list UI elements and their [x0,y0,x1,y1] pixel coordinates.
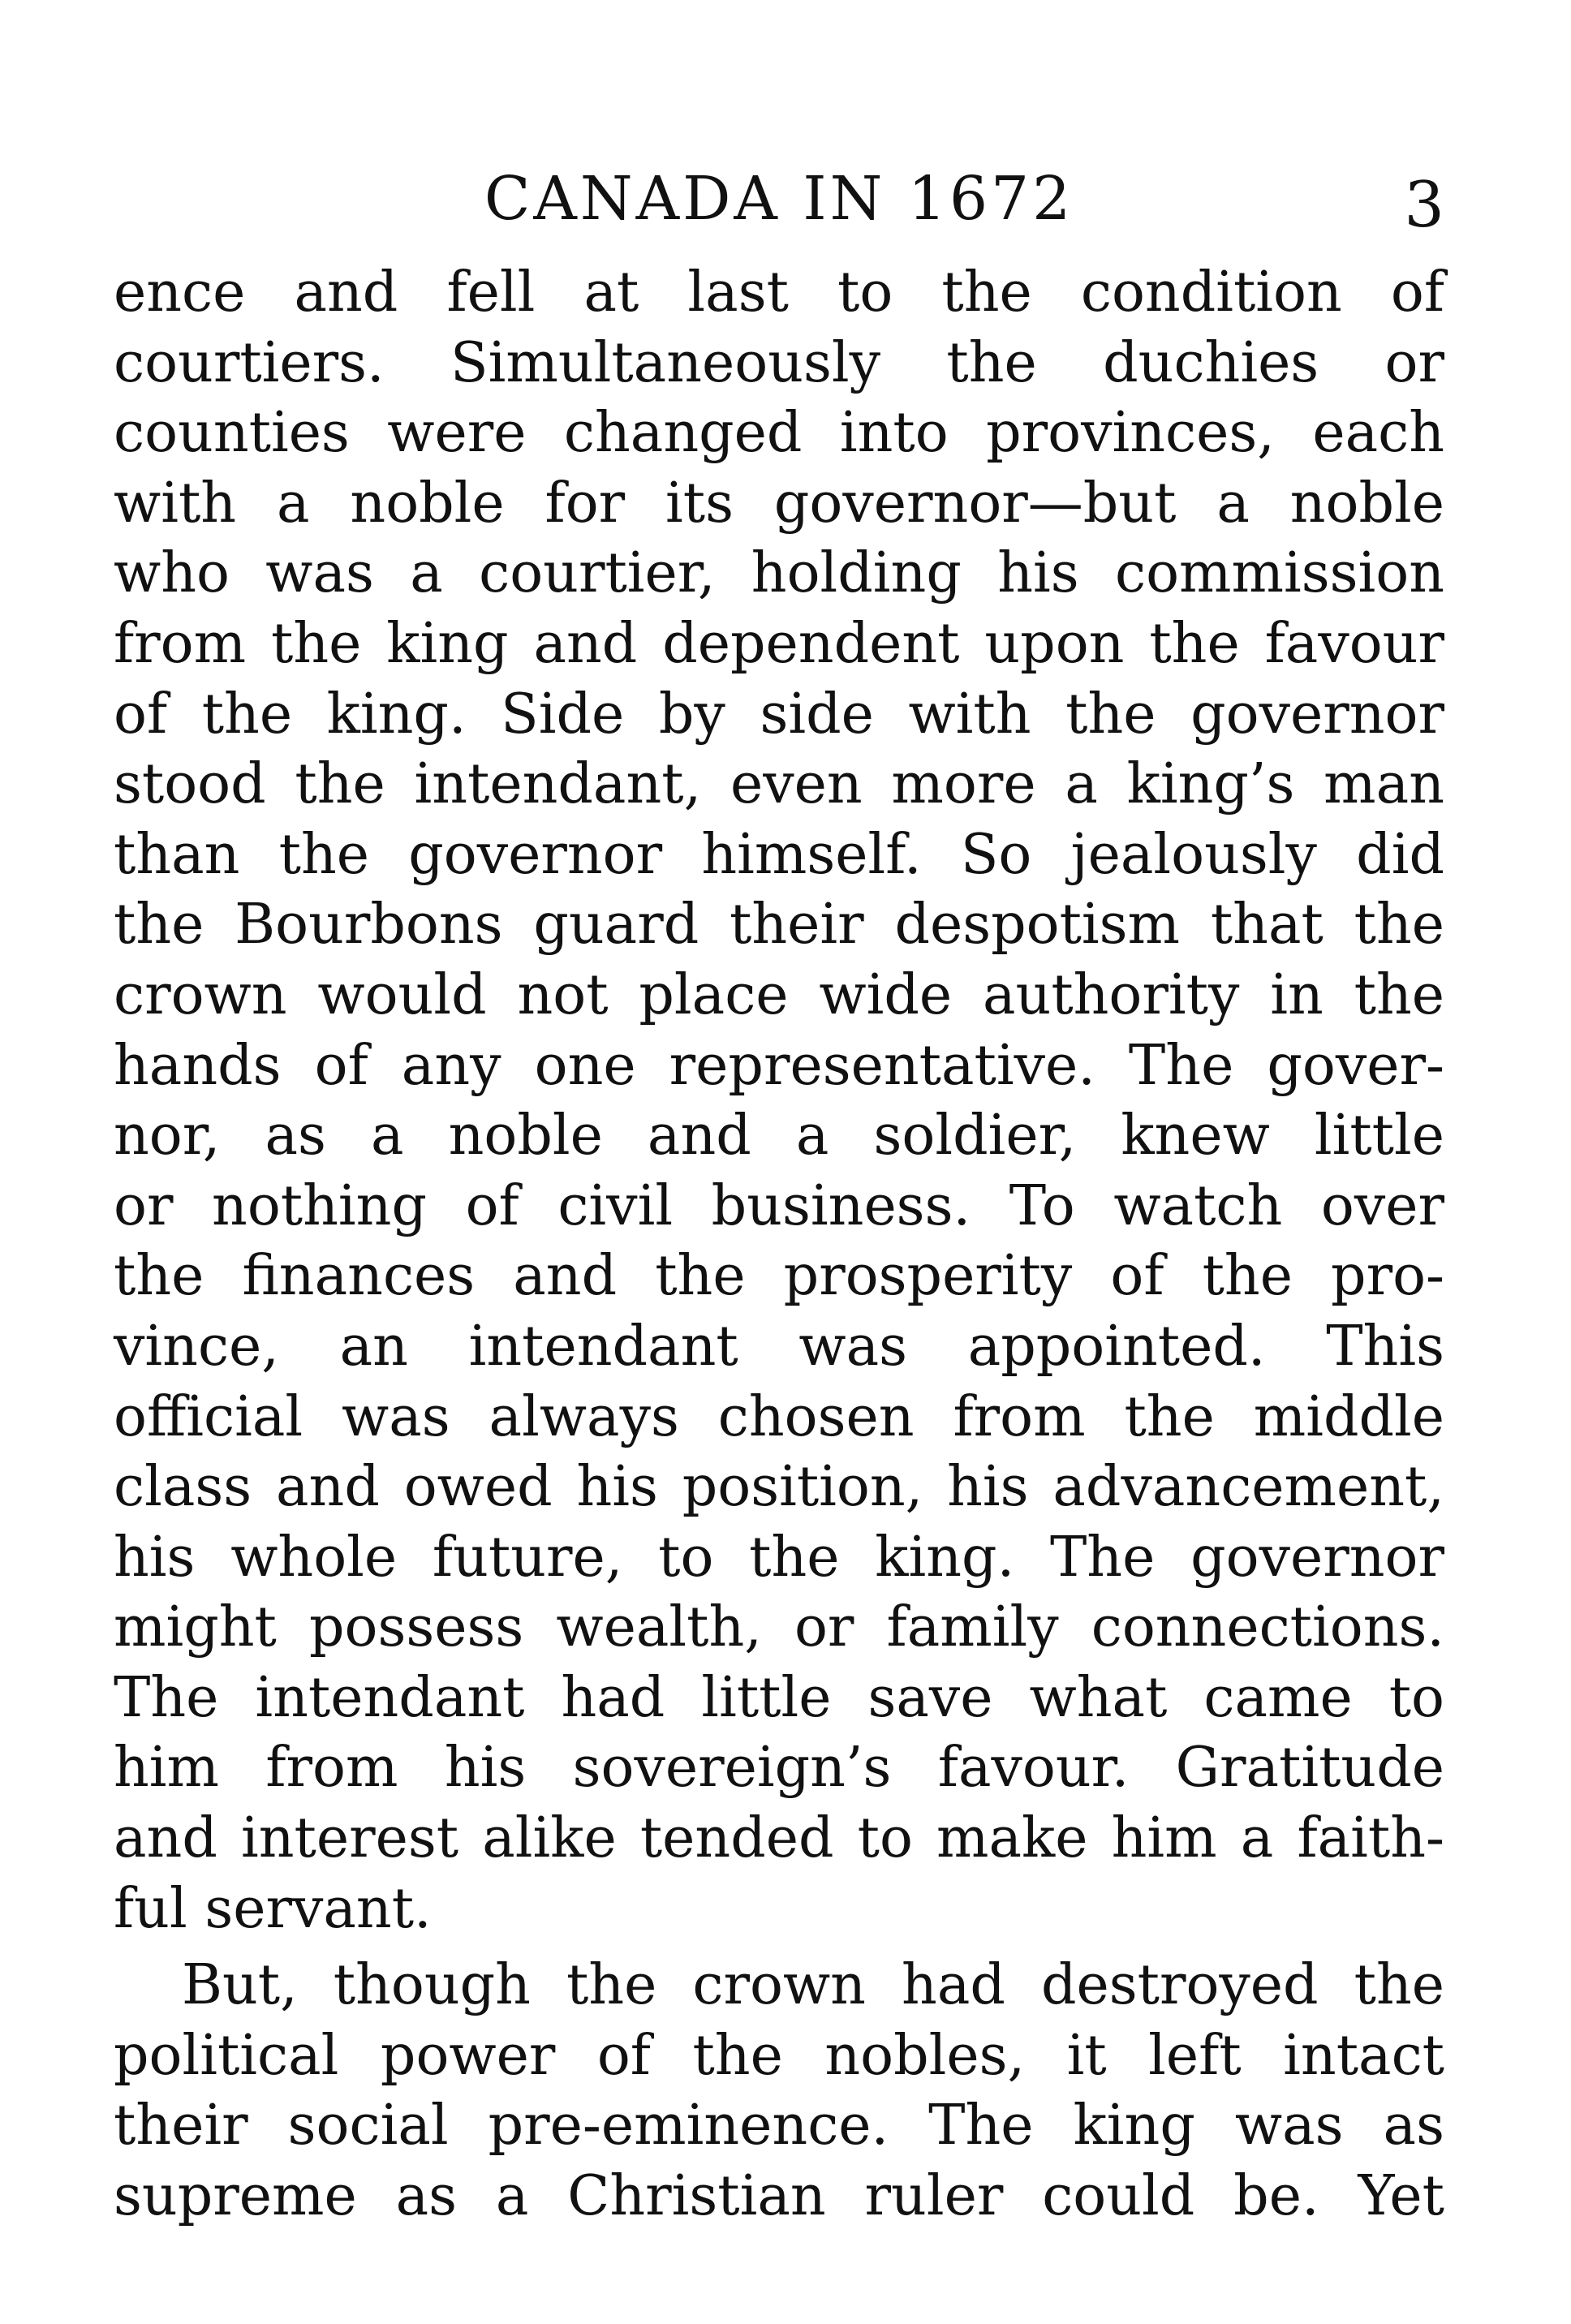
page-number: 3 [1404,169,1444,242]
text-line: class and owed his position, his advancement, [114,1455,1444,1520]
text-line: or nothing of civil business. To watch over [114,1173,1444,1238]
text-line: The intendant had little save what came to [114,1665,1444,1730]
text-line: his whole future, to the king. The governor [114,1525,1444,1590]
text-line: counties were changed into provinces, each [114,401,1444,466]
text-line: But, though the crown had destroyed the [182,1953,1444,2018]
text-line: official was always chosen from the middle [114,1384,1444,1449]
text-line: crown would not place wide authority in the [114,962,1444,1027]
text-line: the Bourbons guard their despotism that the [114,893,1444,958]
text-line: the finances and the prosperity of the pro- [114,1244,1444,1309]
text-line: stood the intendant, even more a king’s man [114,752,1444,817]
text-line: vince, an intendant was appointed. This [114,1314,1444,1379]
text-line: hands of any one representative. The gover- [114,1033,1444,1098]
text-line: ful servant. [114,1876,432,1941]
text-line: their social pre-eminence. The king was as [114,2094,1444,2158]
text-line: with a noble for its governor—but a noble [114,471,1444,536]
text-line: supreme as a Christian ruler could be. Yet [114,2164,1444,2229]
text-line: ence and fell at last to the condition of [114,260,1444,325]
text-line: nor, as a noble and a soldier, knew little [114,1104,1444,1168]
text-line: political power of the nobles, it left intact [114,2023,1444,2088]
paragraph-gap [114,1944,1444,1951]
paragraph-2 [114,1951,1444,2231]
running-title: CANADA IN 1672 [484,164,1074,234]
text-line: from the king and dependent upon the favour [114,611,1444,676]
text-line: him from his sovereign’s favour. Gratitude [114,1736,1444,1801]
running-head [114,154,1444,243]
text-line: courtiers. Simultaneously the duchies or [114,330,1444,395]
text-line: who was a courtier, holding his commission [114,541,1444,606]
text-line: and interest alike tended to make him a faith- [114,1806,1444,1871]
body-text [114,258,1444,2232]
text-line: of the king. Side by side with the governor [114,682,1444,747]
paragraph-1 [114,258,1444,1944]
text-line: might possess wealth, or family connections. [114,1595,1444,1660]
text-line: than the governor himself. So jealously did [114,822,1444,887]
